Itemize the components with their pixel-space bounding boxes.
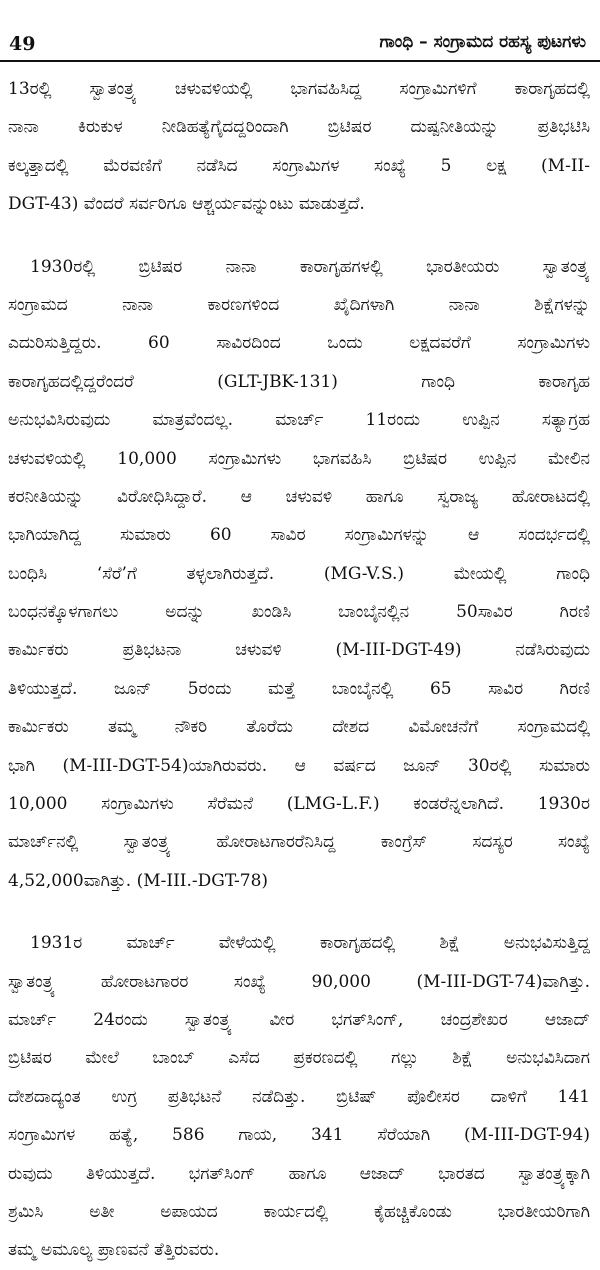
text-line: ರುವುದು ತಿಳಿಯುತ್ತದೆ. ಭಗತ್‌ಸಿಂಗ್ ಹಾಗೂ ಆಜಾದ್ ಭಾರತದ ಸ್ವಾತಂತ್ರ್ಯಕ್ಕಾಗಿ xyxy=(8,1163,590,1184)
text-line: 13ರಲ್ಲಿ ಸ್ವಾತಂತ್ರ್ಯ ಚಳುವಳಿಯಲ್ಲಿ ಭಾಗವಹಿಸಿದ್ದ ಸಂಗ್ರಾಮಿಗಳಿಗೆ ಕಾರಾಗೃಹದಲ್ಲಿ xyxy=(8,79,590,99)
text-line: ಮಾರ್ಚ್‌ನಲ್ಲಿ ಸ್ವಾತಂತ್ರ್ಯ ಹೋರಾಟಗಾರರೆನಿಸಿದ್ದ ಕಾಂಗ್ರೆಸ್ ಸದಸ್ಯರ ಸಂಖ್ಯೆ xyxy=(8,832,590,853)
text-line: DGT-43) ವೆಂದರೆ ಸರ್ವರಿಗೂ ಆಶ್ಚರ್ಯವನ್ನುಂಟು ಮಾಡುತ್ತದೆ. xyxy=(8,194,365,215)
body-text xyxy=(8,70,590,1270)
text-line: 4,52,000ವಾಗಿತ್ತು. (M-III.-DGT-78) xyxy=(8,870,269,891)
text-line: ಭಾಗಿ (M-III-DGT-54)ಯಾಗಿರುವರು. ಆ ವರ್ಷದ ಜೂನ್ 30ರಲ್ಲಿ ಸುಮಾರು xyxy=(8,755,590,776)
paragraph-1 xyxy=(8,70,590,224)
paragraph-3 xyxy=(8,924,590,1270)
text-line: ಸ್ವಾತಂತ್ರ್ಯ ಹೋರಾಟಗಾರರ ಸಂಖ್ಯೆ 90,000 (M-III-DGT-74)ವಾಗಿತ್ತು. xyxy=(8,971,590,992)
text-line: ಶ್ರಮಿಸಿ ಅತೀ ಅಪಾಯದ ಕಾರ್ಯದಲ್ಲಿ ಕೈಹಚ್ಚಿಕೊಂಡು ಭಾರತೀಯರಿಗಾಗಿ xyxy=(8,1201,590,1222)
text-line: ಎದುರಿಸುತ್ತಿದ್ದರು. 60 ಸಾವಿರದಿಂದ ಒಂದು ಲಕ್ಷದವರೆಗೆ ಸಂಗ್ರಾಮಿಗಳು xyxy=(8,333,590,354)
text-line: ನಾನಾ ಕಿರುಕುಳ ನೀಡಿಹತ್ಯೆಗೈದದ್ದರಿಂದಾಗಿ ಬ್ರಿಟಿಷರ ದುಷ್ಪನೀತಿಯನ್ನು ಪ್ರತಿಭಟಿಸಿ xyxy=(8,117,590,138)
text-line: ಕರನೀತಿಯನ್ನು ವಿರೋಧಿಸಿದ್ದಾರೆ. ಆ ಚಳುವಳಿ ಹಾಗೂ ಸ್ವರಾಜ್ಯ ಹೋರಾಟದಲ್ಲಿ xyxy=(8,486,590,507)
header-rule xyxy=(0,60,600,62)
text-line: ಬ್ರಿಟಿಷರ ಮೇಲೆ ಬಾಂಬ್ ಎಸೆದ ಪ್ರಕರಣದಲ್ಲಿ ಗಲ್ಲು ಶಿಕ್ಷೆ ಅನುಭವಿಸಿದಾಗ xyxy=(8,1048,590,1069)
text-line: 1930ರಲ್ಲಿ ಬ್ರಿಟಿಷರ ನಾನಾ ಕಾರಾಗೃಹಗಳಲ್ಲಿ ಭಾರತೀಯರು ಸ್ವಾತಂತ್ರ್ಯ xyxy=(30,256,590,277)
page-number: 49 xyxy=(9,33,36,55)
text-line: ತಮ್ಮ ಅಮೂಲ್ಯ ಪ್ರಾಣವನೆ ತೆತ್ತಿರುವರು. xyxy=(8,1240,220,1261)
text-line: ದೇಶದಾದ್ಯಂತ ಉಗ್ರ ಪ್ರತಿಭಟನೆ ನಡೆದಿತ್ತು. ಬ್ರಿಟಿಷ್ ಪೊಲೀಸರ ದಾಳಿಗೆ 141 xyxy=(8,1086,590,1107)
text-line: ಬಂಧನಕ್ಕೊಳಗಾಗಲು ಅದನ್ನು ಖಂಡಿಸಿ ಬಾಂಬೈನಲ್ಲಿನ 50ಸಾವಿರ ಗಿರಣಿ xyxy=(8,602,590,623)
paragraph-2 xyxy=(8,248,590,901)
running-title: ಗಾಂಧಿ – ಸಂಗ್ರಾಮದ ರಹಸ್ಯ ಪುಟಗಳು xyxy=(379,32,586,52)
paragraph-gap xyxy=(8,900,590,924)
text-line: ಕಾರಾಗೃಹದಲ್ಲಿದ್ದರೆಂದರೆ (GLT-JBK-131) ಗಾಂಧಿ ಕಾರಾಗೃಹ xyxy=(8,371,590,392)
text-line: ಕಾರ್ಮಿಕರು ಪ್ರತಿಭಟನಾ ಚಳುವಳಿ (M-III-DGT-49) ನಡೆಸಿರುವುದು xyxy=(8,640,590,661)
text-line: 10,000 ಸಂಗ್ರಾಮಿಗಳು ಸೆರೆಮನೆ (LMG-L.F.) ಕಂಡರೆನ್ನಲಾಗಿದೆ. 1930ರ xyxy=(8,794,590,815)
text-line: ಮಾರ್ಚ್ 24ರಂದು ಸ್ವಾತಂತ್ರ್ಯ ವೀರ ಭಗತ್‌ಸಿಂಗ್, ಚಂದ್ರಶೇಖರ ಆಜಾದ್ xyxy=(8,1009,590,1030)
paragraph-gap xyxy=(8,224,590,248)
text-line: ತಿಳಿಯುತ್ತದೆ. ಜೂನ್ 5ರಂದು ಮತ್ತೆ ಬಾಂಬೈನಲ್ಲಿ 65 ಸಾವಿರ ಗಿರಣಿ xyxy=(8,678,590,699)
text-line: ಅನುಭವಿಸಿರುವುದು ಮಾತ್ರವೆಂದಲ್ಲ. ಮಾರ್ಚ್ 11ರಂದು ಉಪ್ಪಿನ ಸತ್ಯಾಗ್ರಹ xyxy=(8,410,590,431)
text-line: ಭಾಗಿಯಾಗಿದ್ದ ಸುಮಾರು 60 ಸಾವಿರ ಸಂಗ್ರಾಮಿಗಳನ್ನು ಆ ಸಂದರ್ಭದಲ್ಲಿ xyxy=(8,525,590,546)
page-header xyxy=(0,0,600,62)
text-line: ಕಲ್ಕತ್ತಾದಲ್ಲಿ ಮೆರವಣಿಗೆ ನಡೆಸಿದ ಸಂಗ್ರಾಮಿಗಳ ಸಂಖ್ಯೆ 5 ಲಕ್ಷ (M-II- xyxy=(8,155,590,176)
text-line: ಸಂಗ್ರಾಮದ ನಾನಾ ಕಾರಣಗಳಿಂದ ಖೈದಿಗಳಾಗಿ ನಾನಾ ಶಿಕ್ಷೆಗಳನ್ನು xyxy=(8,294,590,315)
text-line: ಚಳುವಳಿಯಲ್ಲಿ 10,000 ಸಂಗ್ರಾಮಿಗಳು ಭಾಗವಹಿಸಿ ಬ್ರಿಟಿಷರ ಉಪ್ಪಿನ ಮೇಲಿನ xyxy=(8,448,590,469)
text-line: ಸಂಗ್ರಾಮಿಗಳ ಹತ್ಯೆ, 586 ಗಾಯ, 341 ಸೆರೆಯಾಗಿ (M-III-DGT-94) xyxy=(8,1125,590,1146)
text-line: 1931ರ ಮಾರ್ಚ್ ವೇಳೆಯಲ್ಲಿ ಕಾರಾಗೃಹದಲ್ಲಿ ಶಿಕ್ಷೆ ಅನುಭವಿಸುತ್ತಿದ್ದ xyxy=(30,933,590,954)
text-line: ಬಂಧಿಸಿ ‘ಸೆರೆ’ಗೆ ತಳ್ಳಲಾಗಿರುತ್ತದೆ. (MG-V.S.) ಮೇಯಲ್ಲಿ ಗಾಂಧಿ xyxy=(8,563,590,584)
text-line: ಕಾರ್ಮಿಕರು ತಮ್ಮ ನೌಕರಿ ತೊರೆದು ದೇಶದ ವಿಮೋಚನೆಗೆ ಸಂಗ್ರಾಮದಲ್ಲಿ xyxy=(8,717,590,738)
